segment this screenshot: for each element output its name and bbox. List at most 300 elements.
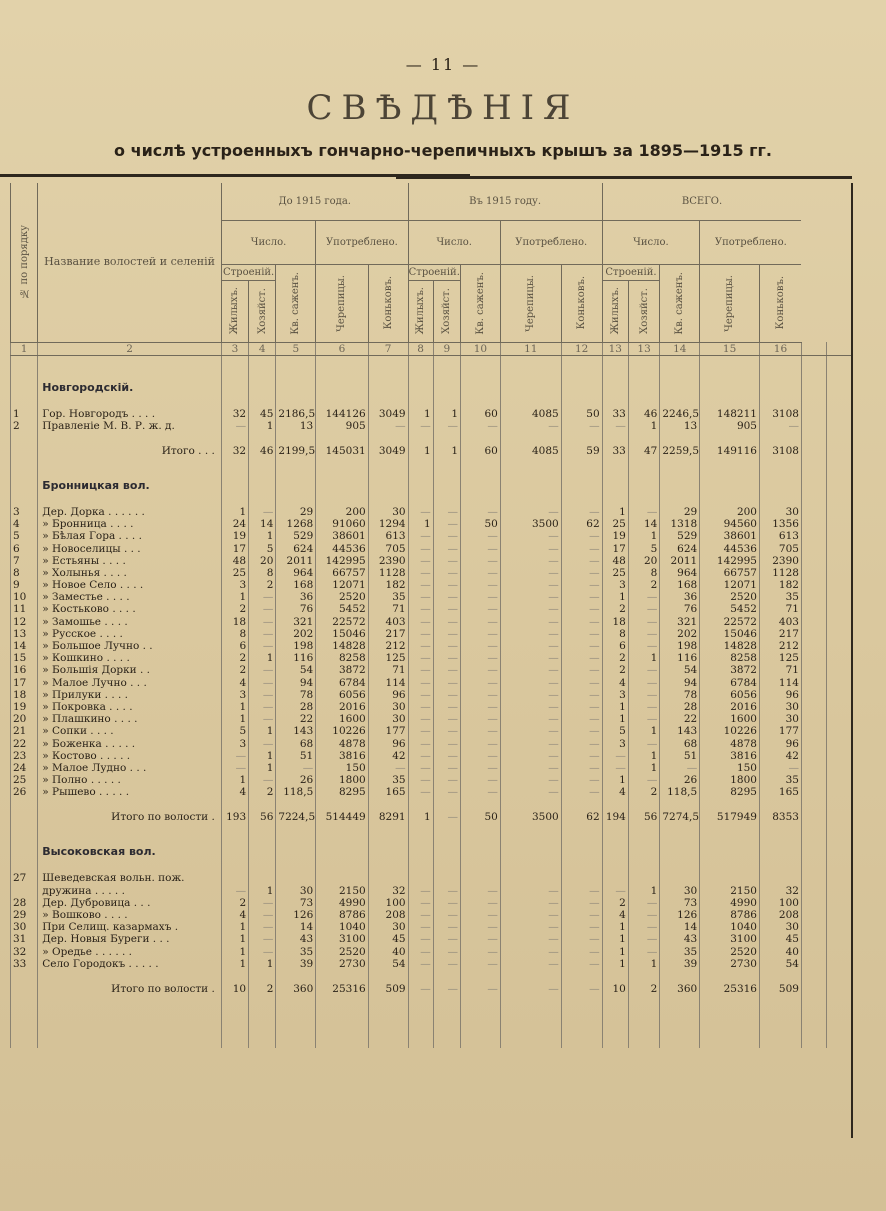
empty-cell <box>602 498 628 506</box>
empty-cell <box>660 798 700 806</box>
value-cell: — <box>561 530 602 542</box>
empty-cell <box>827 909 852 921</box>
value-cell: 12071 <box>316 579 368 591</box>
empty-cell <box>368 798 408 806</box>
empty-cell <box>801 921 826 933</box>
empty-cell <box>408 400 433 408</box>
settlement-name: » Бѣлая Гора . . . . <box>38 530 222 542</box>
value-cell: 1 <box>628 750 659 762</box>
total-value: 517949 <box>700 806 760 828</box>
value-cell: 5452 <box>316 603 368 615</box>
value-cell: 8 <box>249 567 276 579</box>
empty-cell <box>628 828 659 840</box>
value-cell: — <box>461 555 501 567</box>
value-cell: 8295 <box>316 786 368 798</box>
empty-cell <box>700 376 760 400</box>
empty-cell <box>276 432 316 440</box>
value-cell: — <box>461 958 501 970</box>
empty-cell <box>221 474 248 498</box>
empty-cell <box>801 713 826 725</box>
value-cell: 2520 <box>316 591 368 603</box>
value-cell: — <box>249 603 276 615</box>
empty-cell <box>759 498 801 506</box>
settlement-name: » Костово . . . . . <box>38 750 222 762</box>
value-cell: 54 <box>276 664 316 676</box>
value-cell: — <box>561 506 602 518</box>
empty-cell <box>316 474 368 498</box>
row-number: 33 <box>11 958 38 970</box>
total-value: 25316 <box>316 978 368 1000</box>
empty-cell <box>461 376 501 400</box>
empty-cell <box>827 840 852 864</box>
value-cell: 50 <box>561 408 602 420</box>
value-cell: 118,5 <box>276 786 316 798</box>
value-cell: 4 <box>221 677 248 689</box>
empty-cell <box>249 432 276 440</box>
value-cell: 96 <box>368 689 408 701</box>
empty-cell <box>759 1000 801 1048</box>
value-cell: — <box>500 506 561 518</box>
empty-cell <box>759 828 801 840</box>
value-cell: — <box>561 909 602 921</box>
value-cell: — <box>500 530 561 542</box>
value-cell: 1 <box>628 958 659 970</box>
total-value: 60 <box>461 440 501 462</box>
total-value: 1 <box>408 440 433 462</box>
value-cell: — <box>461 897 501 909</box>
value-cell: — <box>759 420 801 432</box>
value-cell: — <box>500 555 561 567</box>
empty-cell <box>759 840 801 864</box>
spacer-row <box>11 462 853 474</box>
empty-cell <box>561 1000 602 1048</box>
value-cell: — <box>561 652 602 664</box>
value-cell: 1 <box>249 750 276 762</box>
value-cell: — <box>433 885 460 897</box>
value-cell: — <box>461 579 501 591</box>
total-value: 2259,5 <box>660 440 700 462</box>
value-cell: — <box>408 701 433 713</box>
empty-cell <box>827 725 852 737</box>
table-row <box>11 616 853 628</box>
value-cell: 13 <box>276 420 316 432</box>
settlement-name: » Покровка . . . . <box>38 701 222 713</box>
value-cell: 1 <box>602 921 628 933</box>
header-used: Употреблено. <box>500 220 602 264</box>
value-cell: 44536 <box>700 542 760 554</box>
empty-cell <box>602 474 628 498</box>
table-row <box>11 921 853 933</box>
value-cell: 624 <box>660 542 700 554</box>
empty-cell <box>827 542 852 554</box>
row-number: 2 <box>11 420 38 432</box>
empty-cell <box>801 689 826 701</box>
value-cell: — <box>368 420 408 432</box>
value-cell <box>759 872 801 884</box>
empty-cell <box>368 376 408 400</box>
value-cell: — <box>249 640 276 652</box>
value-cell: — <box>249 921 276 933</box>
empty-cell <box>368 828 408 840</box>
empty-cell <box>660 376 700 400</box>
empty-cell <box>11 376 38 400</box>
settlement-name: » Холынья . . . . <box>38 567 222 579</box>
value-cell: 3 <box>221 737 248 749</box>
empty-cell <box>827 750 852 762</box>
empty-cell <box>628 432 659 440</box>
empty-cell <box>221 798 248 806</box>
value-cell: — <box>461 677 501 689</box>
empty-cell <box>561 432 602 440</box>
empty-cell <box>11 798 38 806</box>
settlement-name: » Рышево . . . . . <box>38 786 222 798</box>
header-sq: Кв. саженъ. <box>660 264 700 342</box>
section-header-row <box>11 840 853 864</box>
value-cell: — <box>461 750 501 762</box>
empty-cell <box>827 970 852 978</box>
header-living: Жилыхъ. <box>408 280 433 342</box>
value-cell: — <box>628 774 659 786</box>
value-cell: — <box>500 774 561 786</box>
value-cell: 2016 <box>316 701 368 713</box>
value-cell: 32 <box>368 885 408 897</box>
empty-cell <box>700 498 760 506</box>
value-cell: 4 <box>221 786 248 798</box>
row-number: 18 <box>11 689 38 701</box>
value-cell: — <box>561 725 602 737</box>
settlement-name: » Сопки . . . . <box>38 725 222 737</box>
empty-cell <box>38 864 222 872</box>
empty-cell <box>38 1000 222 1048</box>
row-number: 5 <box>11 530 38 542</box>
value-cell: 66757 <box>700 567 760 579</box>
value-cell: 613 <box>368 530 408 542</box>
value-cell: — <box>433 628 460 640</box>
value-cell: 48 <box>221 555 248 567</box>
value-cell: — <box>500 909 561 921</box>
value-cell: 208 <box>759 909 801 921</box>
empty-cell <box>249 498 276 506</box>
total-value: 25316 <box>700 978 760 1000</box>
value-cell: — <box>408 933 433 945</box>
table-row <box>11 725 853 737</box>
value-cell: — <box>221 750 248 762</box>
value-cell: 71 <box>368 603 408 615</box>
value-cell: — <box>561 921 602 933</box>
header-group-total: ВСЕГО. <box>602 183 801 220</box>
value-cell: 35 <box>368 774 408 786</box>
value-cell: 2 <box>602 603 628 615</box>
value-cell: 8258 <box>316 652 368 664</box>
row-number: 25 <box>11 774 38 786</box>
empty-cell <box>433 432 460 440</box>
value-cell: 35 <box>759 774 801 786</box>
empty-cell <box>38 970 222 978</box>
empty-cell <box>827 555 852 567</box>
empty-cell <box>11 978 38 1000</box>
total-value: 3049 <box>368 440 408 462</box>
empty-cell <box>561 840 602 864</box>
empty-cell <box>461 355 501 376</box>
total-value: 514449 <box>316 806 368 828</box>
total-row <box>11 978 853 1000</box>
value-cell: 40 <box>759 946 801 958</box>
empty-cell <box>801 750 826 762</box>
value-cell: 35 <box>368 591 408 603</box>
settlement-name: Правленіе М. В. Р. ж. д. <box>38 420 222 432</box>
empty-cell <box>276 828 316 840</box>
value-cell: 1 <box>221 506 248 518</box>
total-value: — <box>561 978 602 1000</box>
table-row <box>11 677 853 689</box>
empty-cell <box>500 355 561 376</box>
value-cell: 529 <box>660 530 700 542</box>
value-cell: — <box>500 762 561 774</box>
value-cell: 22 <box>276 713 316 725</box>
row-number: 26 <box>11 786 38 798</box>
value-cell: — <box>500 420 561 432</box>
value-cell: — <box>408 555 433 567</box>
empty-cell <box>461 1000 501 1048</box>
value-cell: 43 <box>276 933 316 945</box>
table-row <box>11 774 853 786</box>
value-cell: 1128 <box>368 567 408 579</box>
value-cell: 1 <box>221 713 248 725</box>
row-number: 20 <box>11 713 38 725</box>
value-cell: — <box>433 640 460 652</box>
value-cell: — <box>500 603 561 615</box>
value-cell: 1 <box>602 946 628 958</box>
row-number: 21 <box>11 725 38 737</box>
empty-cell <box>368 462 408 474</box>
value-cell: — <box>433 664 460 676</box>
value-cell: 1 <box>249 885 276 897</box>
value-cell: 35 <box>759 591 801 603</box>
value-cell: 182 <box>368 579 408 591</box>
value-cell: — <box>433 737 460 749</box>
column-number: 9 <box>433 342 460 355</box>
row-number: 16 <box>11 664 38 676</box>
empty-cell <box>602 840 628 864</box>
empty-cell <box>461 498 501 506</box>
empty-cell <box>316 462 368 474</box>
value-cell: — <box>628 737 659 749</box>
settlement-name: Гор. Новгородъ . . . . <box>38 408 222 420</box>
value-cell: 4 <box>221 909 248 921</box>
value-cell <box>561 872 602 884</box>
value-cell: — <box>561 420 602 432</box>
empty-cell <box>801 432 826 440</box>
value-cell: 1 <box>602 701 628 713</box>
value-cell: 4 <box>602 677 628 689</box>
value-cell: — <box>249 628 276 640</box>
empty-cell <box>408 970 433 978</box>
empty-cell <box>433 462 460 474</box>
row-number: 29 <box>11 909 38 921</box>
value-cell: — <box>408 591 433 603</box>
value-cell: 18 <box>221 616 248 628</box>
value-cell: 5 <box>221 725 248 737</box>
value-cell: — <box>500 701 561 713</box>
empty-cell <box>433 970 460 978</box>
empty-cell <box>249 970 276 978</box>
empty-cell <box>700 432 760 440</box>
header-household: Хозяйст. <box>628 280 659 342</box>
value-cell: 30 <box>276 885 316 897</box>
value-cell: 116 <box>660 652 700 664</box>
empty-cell <box>11 432 38 440</box>
value-cell: 32 <box>759 885 801 897</box>
value-cell: 73 <box>660 897 700 909</box>
empty-cell <box>801 498 826 506</box>
empty-cell <box>11 462 38 474</box>
empty-cell <box>249 798 276 806</box>
value-cell: 1 <box>433 408 460 420</box>
value-cell: 1 <box>249 725 276 737</box>
value-cell: — <box>249 737 276 749</box>
table-row <box>11 885 853 897</box>
spacer-row <box>11 400 853 408</box>
value-cell: 15046 <box>700 628 760 640</box>
value-cell: — <box>249 664 276 676</box>
row-number: 4 <box>11 518 38 530</box>
empty-cell <box>221 376 248 400</box>
value-cell: 200 <box>316 506 368 518</box>
settlement-name: Дер. Дорка . . . . . . <box>38 506 222 518</box>
value-cell: — <box>408 652 433 664</box>
value-cell: — <box>500 897 561 909</box>
empty-cell <box>602 828 628 840</box>
empty-cell <box>801 355 826 376</box>
empty-cell <box>11 474 38 498</box>
table-row <box>11 872 853 884</box>
value-cell: — <box>628 897 659 909</box>
value-cell: 1 <box>628 885 659 897</box>
empty-cell <box>827 872 852 884</box>
empty-cell <box>38 355 222 376</box>
value-cell: — <box>408 530 433 542</box>
value-cell: 321 <box>660 616 700 628</box>
value-cell: — <box>461 542 501 554</box>
value-cell <box>316 872 368 884</box>
value-cell: 116 <box>276 652 316 664</box>
value-cell: 15046 <box>316 628 368 640</box>
value-cell: — <box>561 750 602 762</box>
empty-cell <box>408 376 433 400</box>
row-number: 22 <box>11 737 38 749</box>
value-cell: 1294 <box>368 518 408 530</box>
value-cell: — <box>628 677 659 689</box>
value-cell: 1 <box>249 530 276 542</box>
value-cell: — <box>561 579 602 591</box>
value-cell: 30 <box>759 713 801 725</box>
value-cell: 217 <box>759 628 801 640</box>
value-cell: 1040 <box>700 921 760 933</box>
value-cell: 76 <box>276 603 316 615</box>
section-header-row <box>11 474 853 498</box>
value-cell: — <box>408 567 433 579</box>
empty-cell <box>221 400 248 408</box>
empty-cell <box>11 840 38 864</box>
value-cell: — <box>561 762 602 774</box>
value-cell: 50 <box>461 518 501 530</box>
value-cell: — <box>561 591 602 603</box>
empty-cell <box>500 498 561 506</box>
empty-cell <box>827 933 852 945</box>
value-cell: — <box>433 579 460 591</box>
value-cell: — <box>433 542 460 554</box>
empty-cell <box>500 864 561 872</box>
value-cell: — <box>408 664 433 676</box>
value-cell: 42 <box>759 750 801 762</box>
empty-cell <box>602 864 628 872</box>
value-cell: 198 <box>660 640 700 652</box>
empty-cell <box>433 400 460 408</box>
empty-cell <box>700 1000 760 1048</box>
empty-cell <box>700 970 760 978</box>
settlement-name: » Новоселицы . . . <box>38 542 222 554</box>
table-row <box>11 408 853 420</box>
empty-cell <box>801 798 826 806</box>
value-cell: — <box>628 689 659 701</box>
empty-cell <box>801 652 826 664</box>
empty-cell <box>433 864 460 872</box>
empty-cell <box>316 840 368 864</box>
empty-cell <box>827 897 852 909</box>
value-cell: 22 <box>660 713 700 725</box>
value-cell: 1 <box>249 420 276 432</box>
empty-cell <box>801 677 826 689</box>
empty-cell <box>221 840 248 864</box>
value-cell: 1 <box>602 713 628 725</box>
table-row <box>11 591 853 603</box>
empty-cell <box>700 474 760 498</box>
value-cell: 2 <box>628 579 659 591</box>
value-cell: 2520 <box>316 946 368 958</box>
value-cell: 2 <box>221 603 248 615</box>
settlement-name: » Прилуки . . . . <box>38 689 222 701</box>
value-cell: 1 <box>249 762 276 774</box>
table-row <box>11 664 853 676</box>
value-cell: — <box>628 603 659 615</box>
empty-cell <box>316 376 368 400</box>
settlement-name: » Полно . . . . . <box>38 774 222 786</box>
empty-cell <box>249 400 276 408</box>
value-cell <box>368 872 408 884</box>
empty-cell <box>801 440 826 462</box>
empty-cell <box>801 530 826 542</box>
value-cell: 705 <box>368 542 408 554</box>
value-cell: 25 <box>221 567 248 579</box>
value-cell: — <box>433 652 460 664</box>
header-tiles: Черепицы. <box>500 264 561 342</box>
value-cell: 20 <box>249 555 276 567</box>
empty-cell <box>11 806 38 828</box>
header-sq: Кв. саженъ. <box>276 264 316 342</box>
value-cell: — <box>249 897 276 909</box>
value-cell: 42 <box>368 750 408 762</box>
total-value: 3108 <box>759 440 801 462</box>
empty-cell <box>801 774 826 786</box>
value-cell: 3 <box>221 579 248 591</box>
value-cell: 35 <box>660 946 700 958</box>
value-cell: 38601 <box>316 530 368 542</box>
value-cell: 168 <box>276 579 316 591</box>
value-cell: — <box>628 640 659 652</box>
row-number: 7 <box>11 555 38 567</box>
value-cell: 1356 <box>759 518 801 530</box>
value-cell: — <box>500 677 561 689</box>
